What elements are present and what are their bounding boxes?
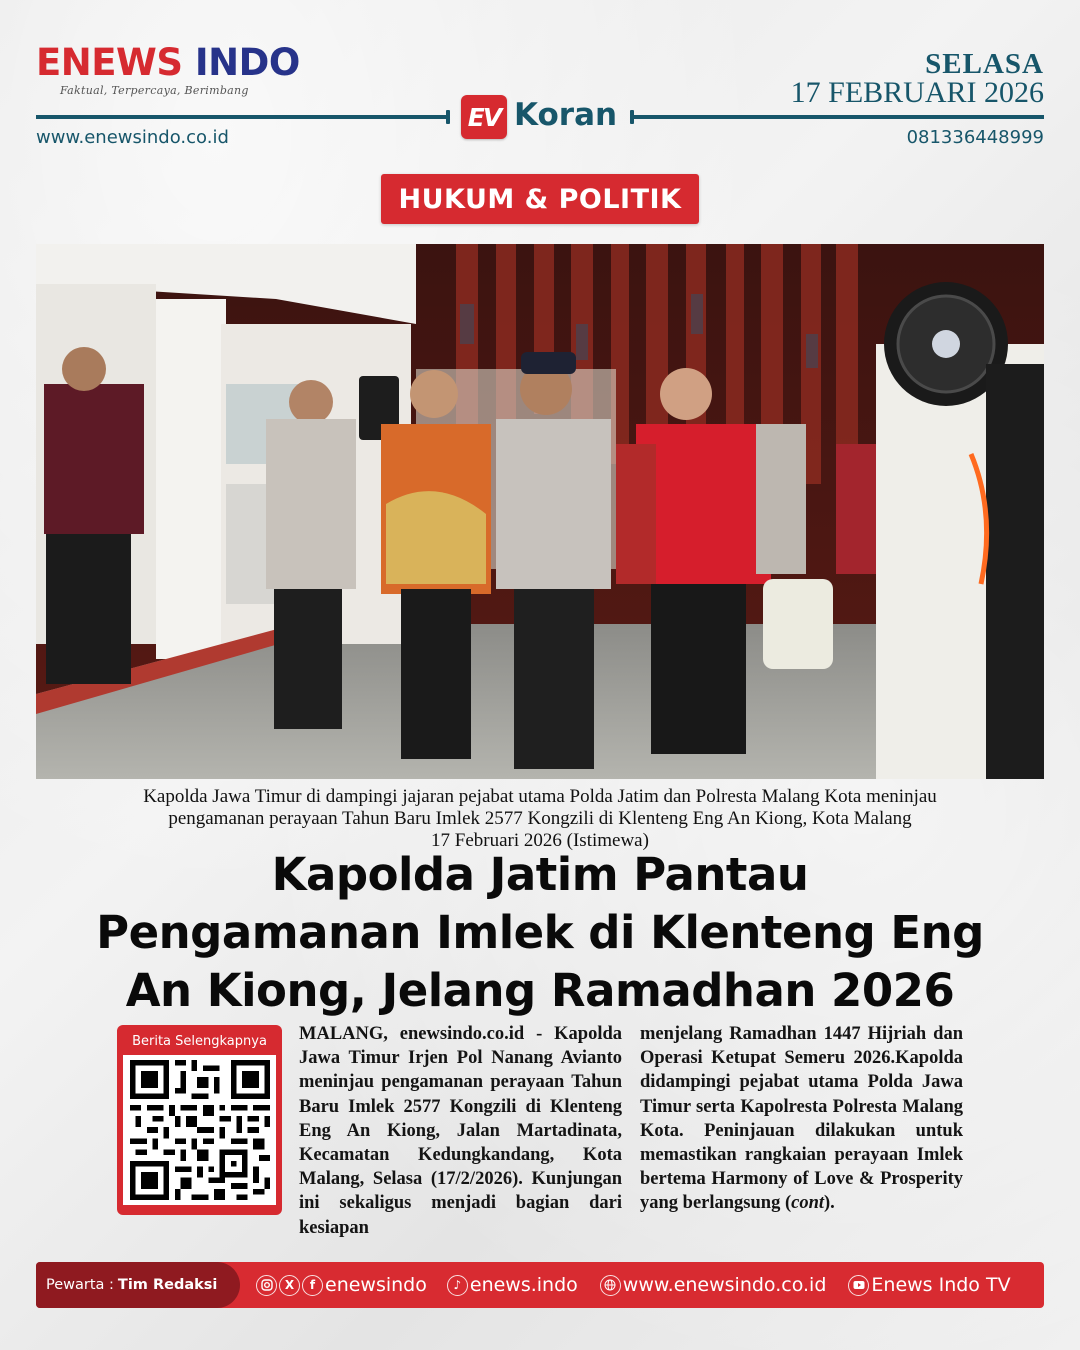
instagram-icon[interactable] xyxy=(256,1275,277,1296)
news-photo xyxy=(36,244,1044,779)
brand-tagline: Faktual, Terpercaya, Berimbang xyxy=(60,84,249,97)
youtube-link[interactable]: Enews Indo TV xyxy=(848,1274,1010,1296)
footer-bar xyxy=(36,1262,1044,1308)
qr-code-icon[interactable] xyxy=(123,1055,276,1205)
edition-label: Koran xyxy=(514,97,618,133)
header-divider-left xyxy=(36,115,448,119)
globe-icon[interactable] xyxy=(600,1275,621,1296)
ev-logo-icon: EV xyxy=(461,95,507,139)
brand-logo: ENEWS INDO xyxy=(36,41,300,84)
qr-card[interactable] xyxy=(117,1025,282,1215)
header-divider-right xyxy=(632,115,1044,119)
author-credit: Pewarta : Tim Redaksi xyxy=(36,1262,240,1308)
tiktok-icon[interactable]: ♪ xyxy=(447,1275,468,1296)
website-link[interactable]: www.enewsindo.co.id xyxy=(36,127,229,148)
photo-illustration xyxy=(36,244,1044,779)
article-column-1: MALANG, enewsindo.co.id - Kapolda Jawa Timur Irjen Pol Nanang Avianto meninjau pengamanan perayaan Tahun Baru Imlek 2577 Kongzili di Klenteng Eng An Kiong, Jalan Martadinata, Kecamatan Kedungkandang, Kota Malang, Selasa (17/2/2026). Kunjungan ini sekaligus menjadi bagian dari kesiapan xyxy=(299,1024,622,1238)
social-handle[interactable]: enewsindo xyxy=(325,1274,427,1296)
category-badge: HUKUM & POLITIK xyxy=(381,174,699,224)
contact-phone: 081336448999 xyxy=(906,127,1044,148)
edition-date: 17 FEBRUARI 2026 xyxy=(790,76,1044,109)
facebook-icon[interactable]: f xyxy=(302,1275,323,1296)
qr-code-graphic xyxy=(130,1060,270,1200)
photo-caption: Kapolda Jawa Timur di dampingi jajaran pejabat utama Polda Jatim dan Polresta Malang Kota meninjau pengamanan perayaan Tahun Baru Imlek 2577 Kongzili di Klenteng Eng An Kiong, Kota Malang 17 Februari 2026 (Istimewa) xyxy=(143,786,937,851)
edition-day: SELASA xyxy=(925,48,1044,80)
article-column-2: menjelang Ramadhan 1447 Hijriah dan Operasi Ketupat Semeru 2026.Kapolda didampingi pejabat utama Polda Jawa Timur serta Kapolresta Polresta Malang Kota. Peninjauan dilakukan untuk memastikan rangkaian perayaan Imlek bertema Harmony of Love & Prosperity yang berlangsung (cont). xyxy=(640,1024,963,1214)
x-icon[interactable]: X xyxy=(279,1275,300,1296)
qr-title: Berita Selengkapnya xyxy=(132,1034,267,1049)
website-footer-link[interactable]: www.enewsindo.co.id xyxy=(600,1274,827,1296)
tiktok-link[interactable]: ♪ enews.indo xyxy=(447,1274,578,1296)
divider-tick-left xyxy=(446,110,450,124)
article-headline: Kapolda Jatim Pantau Pengamanan Imlek di Klenteng Eng An Kiong, Jelang Ramadhan 2026 xyxy=(96,848,984,1017)
youtube-icon[interactable] xyxy=(848,1275,869,1296)
social-handle-group[interactable] xyxy=(256,1274,427,1296)
